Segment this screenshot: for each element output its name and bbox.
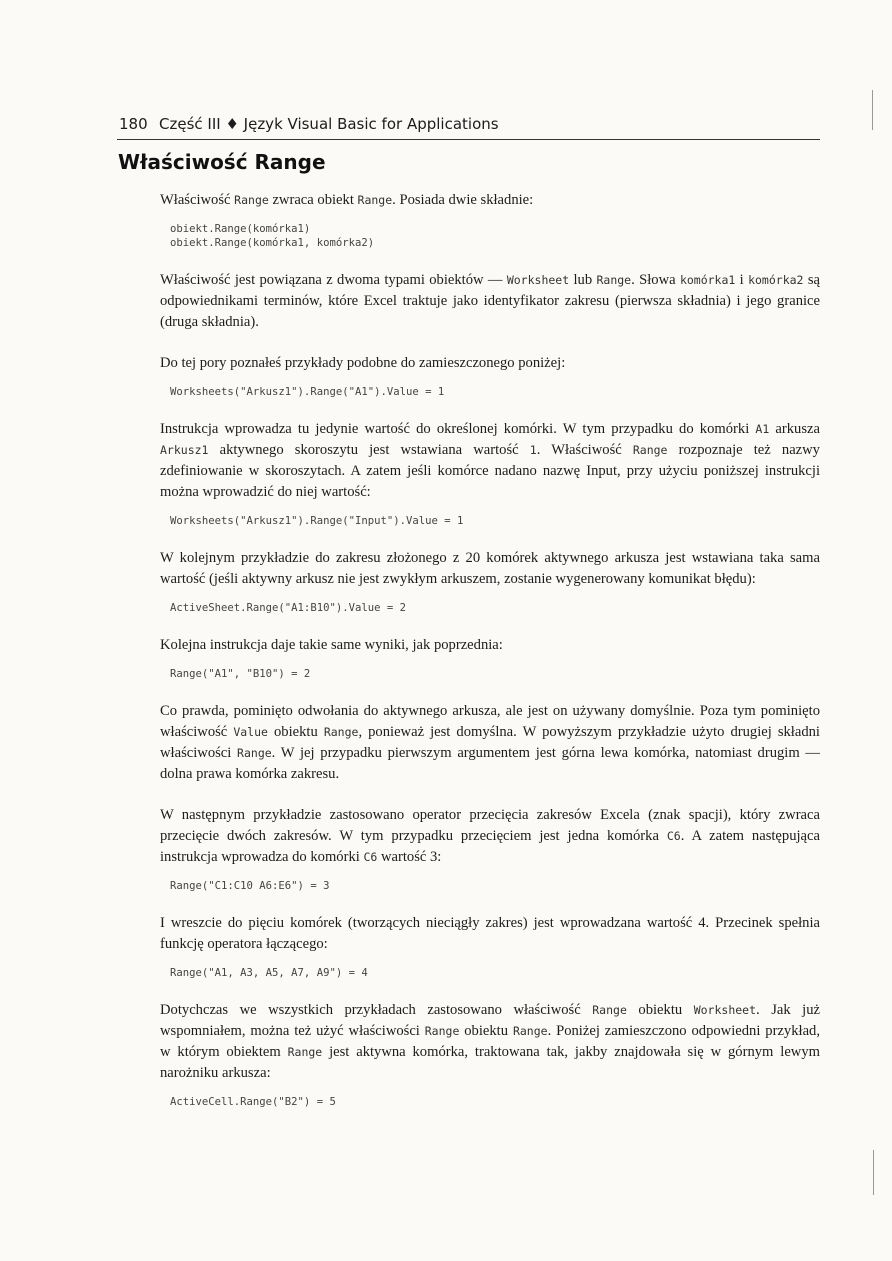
- text: , przy użyciu poniższej instrukcji można wprowadzić do niej wartość:: [160, 463, 820, 500]
- inline-code: C6: [666, 829, 681, 843]
- inline-code: Range: [357, 193, 393, 207]
- code-block-6: Range("C1:C10 A6:E6") = 3: [170, 880, 330, 892]
- text: . A zatem następująca instrukcja wprowadza do komórki: [160, 828, 820, 865]
- inline-code: Input: [586, 463, 618, 479]
- code-line: obiekt.Range(komórka1, komórka2): [170, 237, 375, 249]
- inline-code: Worksheet: [506, 273, 570, 287]
- text: obiektu: [267, 724, 324, 740]
- paragraph-2: [160, 270, 820, 333]
- paragraph-10: [160, 1000, 820, 1084]
- text: W kolejnym przykładzie do zakresu złożonego z 20 komórek aktywnego arkusza jest wstawiana taka sama wartość (jeśli aktywny arkusz nie jest zwykłym arkuszem, zostanie wygenerowany komunikat błędu):: [160, 550, 820, 587]
- running-title: Część III ♦ Język Visual Basic for Applications: [159, 115, 499, 133]
- inline-code: Value: [233, 725, 268, 739]
- inline-code: komórka2: [748, 273, 804, 287]
- inline-code: 1: [529, 443, 537, 457]
- text: jest aktywna komórka, traktowana tak, jakby znajdowała się w górnym lewym narożniku arkusza:: [160, 1044, 820, 1081]
- section-title: Właściwość Range: [118, 150, 326, 174]
- inline-code: komórka1: [679, 273, 736, 287]
- text: są odpowiednikami terminów, które Excel traktuje jako identyfikator zakresu (pierwsza składnia) i jego granice (druga składnia).: [160, 272, 820, 330]
- code-block-4: ActiveSheet.Range("A1:B10").Value = 2: [170, 602, 406, 614]
- text: Co prawda, pominięto odwołania do aktywnego arkusza, ale jest on używany domyślnie. Poza tym pominięto właściwość: [160, 703, 820, 740]
- text: aktywnego skoroszytu jest wstawiana wartość: [208, 442, 530, 458]
- inline-code: Range: [424, 1024, 460, 1038]
- text: . Posiada dwie składnie:: [392, 192, 534, 208]
- text: , ponieważ jest domyślna. W powyższym przykładzie użyto drugiej składni właściwości: [160, 724, 820, 761]
- code-block-3: Worksheets("Arkusz1").Range("Input").Value = 1: [170, 515, 464, 527]
- text: wartość 3:: [377, 849, 442, 865]
- text: rozpoznaje też nazwy zdefiniowanie w skoroszytach. A zatem jeśli komórce nadano nazwę: [160, 442, 820, 479]
- paragraph-5: [160, 548, 820, 590]
- text: Instrukcja wprowadza tu jedynie wartość do określonej komórki. W tym przypadku do komórki: [160, 421, 756, 437]
- text: Właściwość: [160, 192, 235, 208]
- inline-code: Range: [287, 1045, 323, 1059]
- inline-code: Range: [237, 746, 272, 760]
- inline-code: Range: [512, 1024, 548, 1038]
- text: . Poniżej zamieszczono odpowiedni przykład, w którym obiektem: [160, 1023, 820, 1060]
- inline-code: Range: [234, 193, 269, 207]
- paragraph-7: [160, 701, 820, 785]
- binding-mark: [872, 90, 873, 130]
- text: zwraca obiekt: [268, 192, 358, 208]
- inline-code: Worksheet: [693, 1003, 757, 1017]
- text: Właściwość jest powiązana z dwoma typami obiektów —: [160, 272, 507, 288]
- text: i: [735, 272, 749, 288]
- inline-code: Range: [632, 443, 668, 457]
- paragraph-9: [160, 913, 820, 955]
- paragraph-4: [160, 419, 820, 503]
- text: W następnym przykładzie zastosowano operator przecięcia zakresów Excela (znak spacji), który zwraca przecięcie dwóch zakresów. W tym przypadku przecięciem jest jedna komórka: [160, 807, 820, 844]
- text: arkusza: [769, 421, 820, 437]
- text: . Jak już wspomniałem, można też użyć właściwości: [160, 1002, 820, 1039]
- inline-code: C6: [363, 850, 378, 864]
- inline-code: A1: [755, 422, 770, 436]
- binding-mark: [873, 1150, 874, 1195]
- code-block-2: Worksheets("Arkusz1").Range("A1").Value = 1: [170, 386, 445, 398]
- paragraph-3: [160, 353, 820, 374]
- page-content: [160, 190, 820, 1109]
- code-line: obiekt.Range(komórka1): [170, 223, 311, 235]
- text: obiektu: [459, 1023, 513, 1039]
- text: I wreszcie do pięciu komórek (tworzących nieciągły zakres) jest wprowadzana wartość 4. Przecinek spełnia funkcję operatora łączącego:: [160, 915, 820, 952]
- paragraph-8: [160, 805, 820, 868]
- paragraph-1: [160, 190, 820, 211]
- paragraph-6: [160, 635, 820, 656]
- code-block-5: Range("A1", "B10") = 2: [170, 668, 311, 680]
- text: obiektu: [626, 1002, 694, 1018]
- page-number: 180: [119, 115, 148, 133]
- text: Kolejna instrukcja daje takie same wyniki, jak poprzednia:: [160, 637, 503, 653]
- text: Do tej pory poznałeś przykłady podobne do zamieszczonego poniżej:: [160, 355, 566, 371]
- inline-code: Arkusz1: [160, 443, 209, 457]
- text: lub: [569, 272, 597, 288]
- code-block-1: [160, 222, 820, 250]
- page-header: [117, 115, 820, 140]
- text: . W jej przypadku pierwszym argumentem jest górna lewa komórka, natomiast drugim — dolna prawa komórka zakresu.: [160, 745, 820, 782]
- text: . Słowa: [631, 272, 680, 288]
- inline-code: Range: [596, 273, 632, 287]
- code-block-8: ActiveCell.Range("B2") = 5: [170, 1096, 336, 1108]
- code-block-7: Range("A1, A3, A5, A7, A9") = 4: [170, 967, 368, 979]
- text: . Właściwość: [536, 442, 633, 458]
- inline-code: Range: [592, 1003, 627, 1017]
- inline-code: Range: [323, 725, 359, 739]
- text: Dotychczas we wszystkich przykładach zastosowano właściwość: [160, 1002, 593, 1018]
